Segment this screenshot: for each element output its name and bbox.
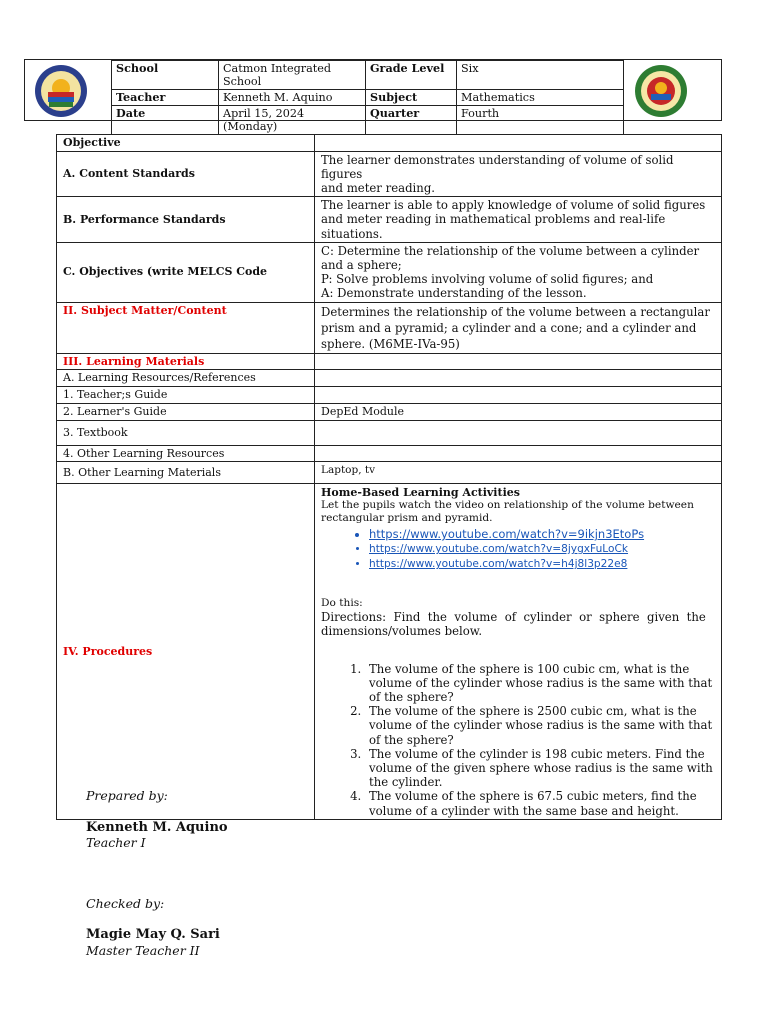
problem-item	[365, 789, 715, 817]
date-label: Date	[112, 106, 219, 135]
learning-resources-label: A. Learning Resources/References	[57, 370, 315, 387]
header-table	[111, 60, 624, 135]
directions-line: dimensions/volumes below.	[321, 624, 483, 639]
performance-standards-value	[315, 197, 722, 243]
school-value: Catmon Integrated School	[219, 61, 366, 90]
text-line: A: Demonstrate understanding of the lesson.	[321, 286, 587, 301]
problem-list	[321, 662, 715, 818]
school-division-seal-icon	[31, 64, 91, 118]
school-label: School	[112, 61, 219, 90]
text-line: C: Determine the relationship of the volume between a cylinder	[321, 243, 700, 258]
objective-value	[315, 135, 722, 152]
learning-resources-value	[315, 370, 722, 387]
directions-line: Directions: Find the volume of cylinder or sphere given the	[321, 610, 706, 625]
video-link[interactable]: • https://www.youtube.com/watch?v=8jygxFuLoCk	[369, 542, 715, 557]
checked-by-title: Master Teacher II	[86, 943, 200, 958]
date-day: (Monday)	[223, 120, 278, 133]
problem-line: volume of the cylinder whose radius is the same with that	[369, 718, 713, 733]
activities-heading: Home-Based Learning Activities	[321, 486, 520, 500]
problem-line: 2. The volume of the sphere is 2500 cubic cm, what is the	[369, 704, 697, 719]
text-line: The learner is able to apply knowledge of volume of solid figures	[321, 198, 706, 213]
header-box	[24, 59, 722, 133]
school-seal-icon	[631, 64, 691, 118]
problem-line: 3. The volume of the cylinder is 198 cubic meters. Find the	[369, 746, 705, 761]
textbook-value	[315, 420, 722, 445]
learners-guide-value: DepEd Module	[315, 403, 722, 420]
text-line: prism and a pyramid; a cylinder and a cone; and a cylinder and	[321, 320, 697, 335]
objectives-value	[315, 242, 722, 302]
learning-materials-value	[315, 353, 722, 370]
subject-matter-value	[315, 302, 722, 353]
video-links	[321, 527, 715, 572]
problem-line: volume of a cylinder with the same base and height.	[369, 803, 679, 818]
objectives-label: C. Objectives (write MELCS Code	[57, 242, 315, 302]
other-resources-label: 4. Other Learning Resources	[57, 445, 315, 462]
content-standards-value	[315, 151, 722, 197]
problem-item	[365, 747, 715, 790]
teacher-value: Kenneth M. Aquino	[219, 90, 366, 106]
teachers-guide-label: 1. Teacher;s Guide	[57, 387, 315, 404]
subject-value: Mathematics	[457, 90, 624, 106]
subject-label: Subject	[366, 90, 457, 106]
text-line: situations.	[321, 226, 383, 241]
objective-label: Objective	[57, 135, 315, 152]
prepared-by-label: Prepared by:	[86, 788, 168, 803]
video-link[interactable]: • https://www.youtube.com/watch?v=h4j8l3p22e8	[369, 557, 715, 572]
prepared-by-name: Kenneth M. Aquino	[86, 820, 228, 835]
problem-line: 1. The volume of the sphere is 100 cubic cm, what is the	[369, 661, 690, 676]
problem-line: of the sphere?	[369, 690, 454, 705]
other-materials-label: B. Other Learning Materials	[57, 462, 315, 484]
intro-line: Let the pupils watch the video on relationship of the volume between	[321, 499, 694, 512]
date-value	[219, 106, 366, 135]
learners-guide-label: 2. Learner's Guide	[57, 403, 315, 420]
text-line: and a sphere;	[321, 257, 402, 272]
content-standards-label: A. Content Standards	[57, 151, 315, 197]
text-line: and meter reading in mathematical problems and real-life	[321, 212, 666, 227]
prepared-by-title: Teacher I	[86, 835, 146, 850]
date-line: April 15, 2024	[223, 107, 305, 120]
textbook-label: 3. Textbook	[57, 420, 315, 445]
problem-line: the cylinder.	[369, 775, 443, 790]
grade-value: Six	[457, 61, 624, 90]
performance-standards-label: B. Performance Standards	[57, 197, 315, 243]
other-resources-value	[315, 445, 722, 462]
subject-matter-label: II. Subject Matter/Content	[57, 302, 315, 353]
video-link[interactable]: • https://www.youtube.com/watch?v=9ikjn3EtoPs	[369, 527, 715, 542]
other-materials-value: Laptop, tv	[315, 462, 722, 484]
problem-line: of the sphere?	[369, 732, 454, 747]
problem-item	[365, 704, 715, 747]
problem-line: 4. The volume of the sphere is 67.5 cubic meters, find the	[369, 789, 697, 804]
lesson-plan-table	[56, 134, 722, 820]
grade-label: Grade Level	[366, 61, 457, 90]
procedures-label: IV. Procedures	[57, 484, 315, 820]
teacher-label: Teacher	[112, 90, 219, 106]
learning-materials-label: III. Learning Materials	[57, 353, 315, 370]
text-line: P: Solve problems involving volume of solid figures; and	[321, 272, 654, 287]
problem-line: volume of the given sphere whose radius is the same with	[369, 761, 713, 776]
quarter-label: Quarter	[366, 106, 457, 135]
checked-by-label: Checked by:	[86, 896, 165, 911]
procedures-value	[315, 484, 722, 820]
text-line: Determines the relationship of the volume between a rectangular	[321, 304, 710, 319]
quarter-value: Fourth	[457, 106, 624, 135]
problem-item	[365, 662, 715, 705]
text-line: The learner demonstrates understanding of volume of solid figures	[321, 152, 674, 181]
text-line: and meter reading.	[321, 180, 436, 195]
teachers-guide-value	[315, 387, 722, 404]
checked-by-name: Magie May Q. Sari	[86, 927, 220, 942]
text-line: sphere. (M6ME-IVa-95)	[321, 336, 460, 351]
do-this-label: Do this:	[321, 597, 363, 610]
problem-line: volume of the cylinder whose radius is the same with that	[369, 675, 713, 690]
intro-line: rectangular prism and pyramid.	[321, 512, 493, 525]
